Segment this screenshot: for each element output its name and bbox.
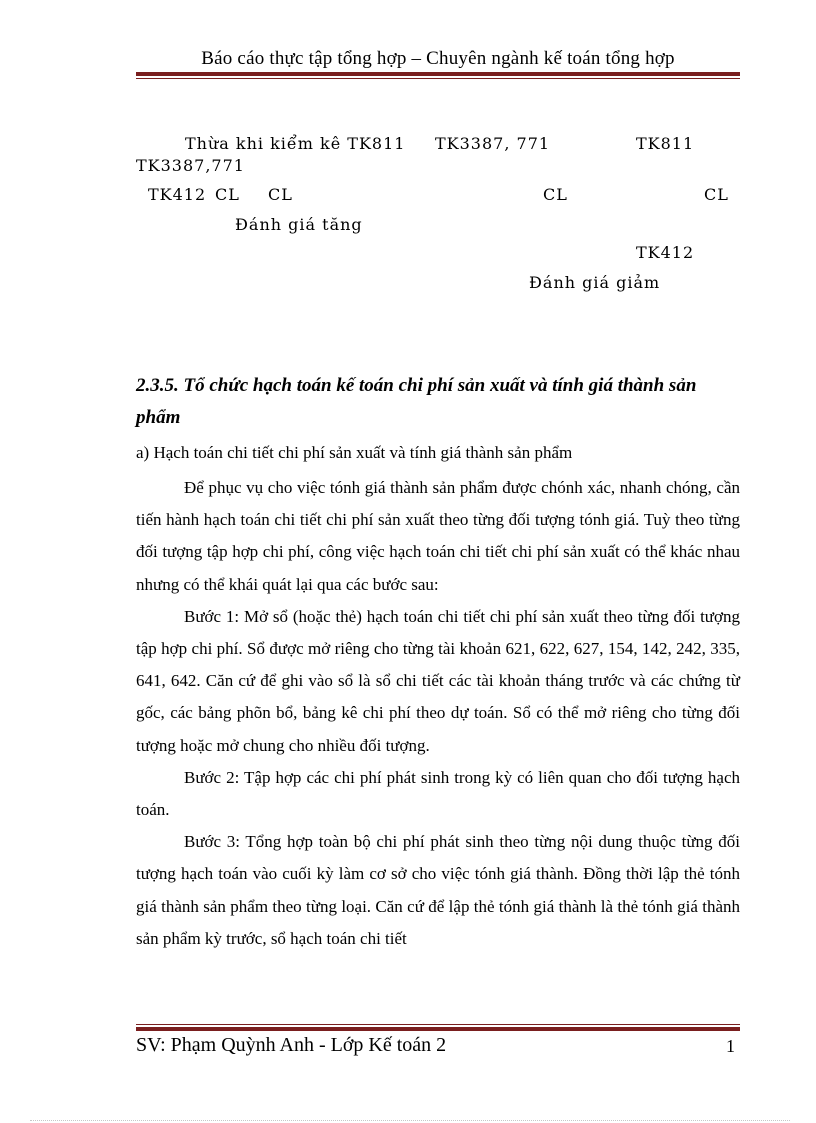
diagram-label-increase: Đánh giá tăng xyxy=(235,215,363,234)
diagram-label-tk3387-771: TK3387,771 xyxy=(136,156,245,175)
paragraph: Bước 3: Tổng hợp toàn bộ chi phí phát sinh theo từng nội dung thuộc từng đối tượng hạch toán vào cuối kỳ làm cơ sở cho việc tónh giá thành. Đồng thời lập thẻ tónh giá thành sản phẩm theo từng loại. Căn cứ để lập thẻ tónh giá thành là thẻ tónh giá thành sản phẩm kỳ trước, sổ hạch toán chi tiết xyxy=(136,832,740,948)
paragraph: Bước 2: Tập hợp các chi phí phát sinh trong kỳ có liên quan cho đối tượng hạch toán. xyxy=(136,767,740,820)
diagram-label-tk3387: TK3387, 771 xyxy=(435,134,551,153)
page-header-title: Báo cáo thực tập tổng hợp – Chuyên ngành kế toán tổng hợp xyxy=(201,48,675,69)
diagram-label-cl-4: CL xyxy=(704,185,729,204)
header-rule xyxy=(136,72,740,79)
body-text xyxy=(136,472,740,955)
section-heading: 2.3.5. Tổ chức hạch toán kế toán chi phí sản xuất và tính giá thành sản phẩm xyxy=(136,375,697,428)
diagram-label-surplus: Thừa khi kiểm kê TK811 xyxy=(185,134,406,153)
diagram-label-cl-1: CL xyxy=(215,185,240,204)
sub-heading: a) Hạch toán chi tiết chi phí sản xuất và tính giá thành sản phẩm xyxy=(136,443,573,462)
footer-rule xyxy=(136,1024,740,1031)
page-edge-divider xyxy=(30,1120,790,1121)
paragraph: Bước 1: Mở sổ (hoặc thẻ) hạch toán chi tiết chi phí sản xuất theo từng đối tượng tập hợp chi phí. Sổ được mở riêng cho từng tài khoản 621, 622, 627, 154, 142, 242, 335, 641, 642. Căn cứ để ghi vào sổ là sổ chi tiết các tài khoản tháng trước và các chứng từ gốc, các bảng phõn bổ, bảng kê chi phí theo dự toán. Sổ có thể mở riêng cho từng đối tượng hoặc mở chung cho nhiều đối tượng. xyxy=(136,606,740,755)
diagram-label-cl-3: CL xyxy=(543,185,568,204)
footer-author: SV: Phạm Quỳnh Anh - Lớp Kế toán 2 xyxy=(136,1034,447,1056)
diagram-label-tk412-right: TK412 xyxy=(636,243,695,262)
diagram-label-tk811: TK811 xyxy=(636,134,695,153)
paragraph: Để phục vụ cho việc tónh giá thành sản phẩm được chónh xác, nhanh chóng, cần tiến hành hạch toán chi tiết chi phí sản xuất theo từng đối tượng tónh giá. Tuỳ theo từng đối tượng tập hợp chi phí, công việc hạch toán chi tiết chi phí sản xuất có thể khác nhau nhưng có thể khái quát lại qua các bước sau: xyxy=(136,478,740,594)
diagram-label-tk412: TK412 xyxy=(148,185,207,204)
diagram-label-decrease: Đánh giá giảm xyxy=(529,273,661,292)
page-number: 1 xyxy=(726,1036,735,1056)
diagram-label-cl-2: CL xyxy=(268,185,293,204)
